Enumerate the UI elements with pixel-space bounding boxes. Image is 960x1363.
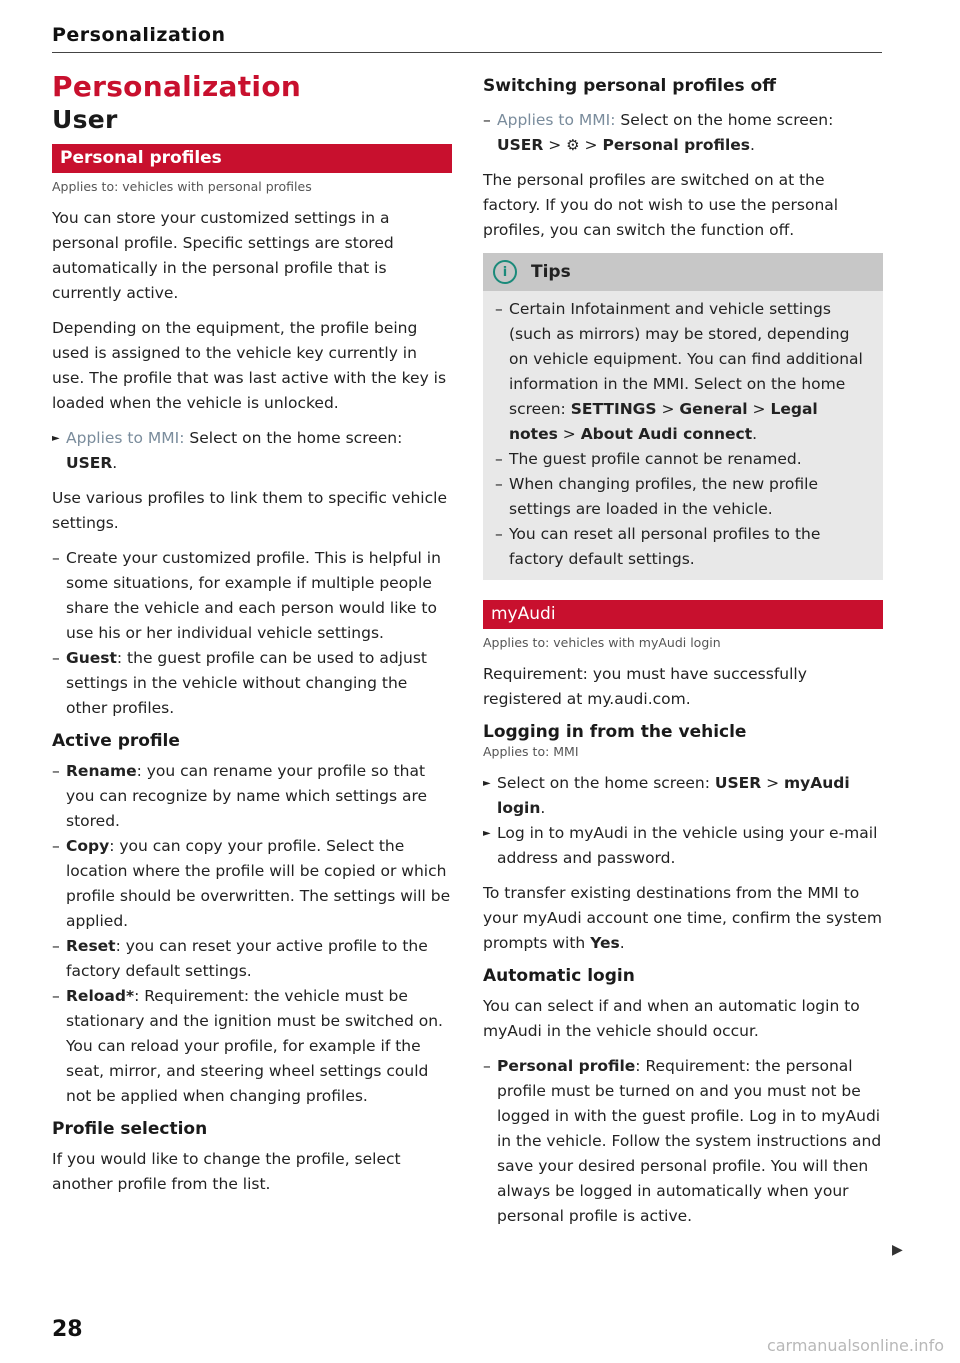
applies-note: Applies to: vehicles with personal profiles <box>52 179 312 194</box>
watermark: carmanualsonline.info <box>766 1336 944 1355</box>
switching-off-heading: Switching personal profiles off <box>483 76 776 96</box>
left-column <box>52 70 452 1207</box>
step-item: – Applies to MMI: Select on the home screen: USER > ⚙ > Personal profiles. <box>483 108 883 158</box>
list-item: – Guest: the guest profile can be used to adjust settings in the vehicle without changing the other profiles. <box>52 646 452 721</box>
paragraph: The personal profiles are switched on at the factory. If you do not wish to use the personal profiles, you can switch the function off. <box>483 171 839 239</box>
step-text: Select on the home screen: <box>184 429 403 447</box>
logging-in-heading: Logging in from the vehicle <box>483 722 747 742</box>
paragraph: You can select if and when an automatic login to myAudi in the vehicle should occur. <box>483 997 860 1040</box>
paragraph: If you would like to change the profile, select another profile from the list. <box>52 1150 401 1193</box>
profile-selection-heading: Profile selection <box>52 1119 208 1139</box>
tip-item: – The guest profile cannot be renamed. <box>495 447 869 472</box>
applies-note: Applies to: MMI <box>483 744 579 759</box>
paragraph: To transfer existing destinations from the MMI to your myAudi account one time, confirm the system prompts with Yes. <box>483 884 882 952</box>
tip-item: – You can reset all personal profiles to the factory default settings. <box>495 522 869 572</box>
applies-note: Applies to: vehicles with myAudi login <box>483 635 721 650</box>
section-title: Personalization <box>52 70 302 103</box>
paragraph: Use various profiles to link them to specific vehicle settings. <box>52 489 447 532</box>
subsection-title: User <box>52 105 118 134</box>
applies-mmi-link[interactable]: Applies to MMI: <box>497 111 616 129</box>
automatic-login-heading: Automatic login <box>483 966 635 986</box>
right-column <box>483 70 883 1239</box>
paragraph: You can store your customized settings in a personal profile. Specific settings are stored automatically in the personal profile that is currently active. <box>52 209 394 302</box>
tip-item: – When changing profiles, the new profile settings are loaded in the vehicle. <box>495 472 869 522</box>
list-item: – Personal profile: Requirement: the personal profile must be turned on and you must not be logged in with the guest profile. Log in to myAudi in the vehicle. Follow the system instructions and save your desired personal profile. You will then always be logged in automatically when your personal profile is active. <box>483 1054 883 1229</box>
continue-arrow-icon: ▶ <box>892 1242 903 1258</box>
tips-header <box>483 253 883 291</box>
personal-profiles-heading: Personal profiles <box>52 144 452 173</box>
tip-item: – Certain Infotainment and vehicle settings (such as mirrors) may be stored, depending on vehicle equipment. You can find additional information in the MMI. Select on the home screen: SETTINGS > General > Legal notes > About Audi connect. <box>495 297 869 447</box>
step-item: ► Select on the home screen: USER > myAudi login. <box>483 771 883 821</box>
step-item: ► Log in to myAudi in the vehicle using your e-mail address and password. <box>483 821 883 871</box>
page-number: 28 <box>52 1317 83 1342</box>
tips-title: Tips <box>531 262 571 282</box>
tips-box <box>483 253 883 580</box>
info-icon: i <box>493 260 517 284</box>
list-item: – Rename: you can rename your profile so that you can recognize by name which settings are stored. <box>52 759 452 834</box>
list-item: – Copy: you can copy your profile. Select the location where the profile will be copied or which profile should be overwritten. The settings will be applied. <box>52 834 452 934</box>
gear-icon: ⚙ <box>566 136 580 154</box>
step-bold: USER <box>66 454 113 472</box>
page-header <box>52 24 882 53</box>
list-item: – Create your customized profile. This is helpful in some situations, for example if multiple people share the vehicle and each person would like to use his or her individual vehicle settings. <box>52 546 452 646</box>
list-item: – Reset: you can reset your active profile to the factory default settings. <box>52 934 452 984</box>
paragraph: Requirement: you must have successfully registered at my.audi.com. <box>483 665 807 708</box>
list-item: – Reload*: Requirement: the vehicle must be stationary and the ignition must be switched on. You can reload your profile, for example if the seat, mirror, and steering wheel settings could not be applied when changing profiles. <box>52 984 452 1109</box>
header-title: Personalization <box>52 24 226 46</box>
myaudi-heading: myAudi <box>483 600 883 629</box>
paragraph: Depending on the equipment, the profile being used is assigned to the vehicle key currently in use. The profile that was last active with the key is loaded when the vehicle is unlocked. <box>52 319 447 412</box>
active-profile-heading: Active profile <box>52 731 180 751</box>
step-item: ► Applies to MMI: Select on the home screen: USER. <box>52 426 452 476</box>
applies-mmi-link[interactable]: Applies to MMI: <box>66 429 185 447</box>
